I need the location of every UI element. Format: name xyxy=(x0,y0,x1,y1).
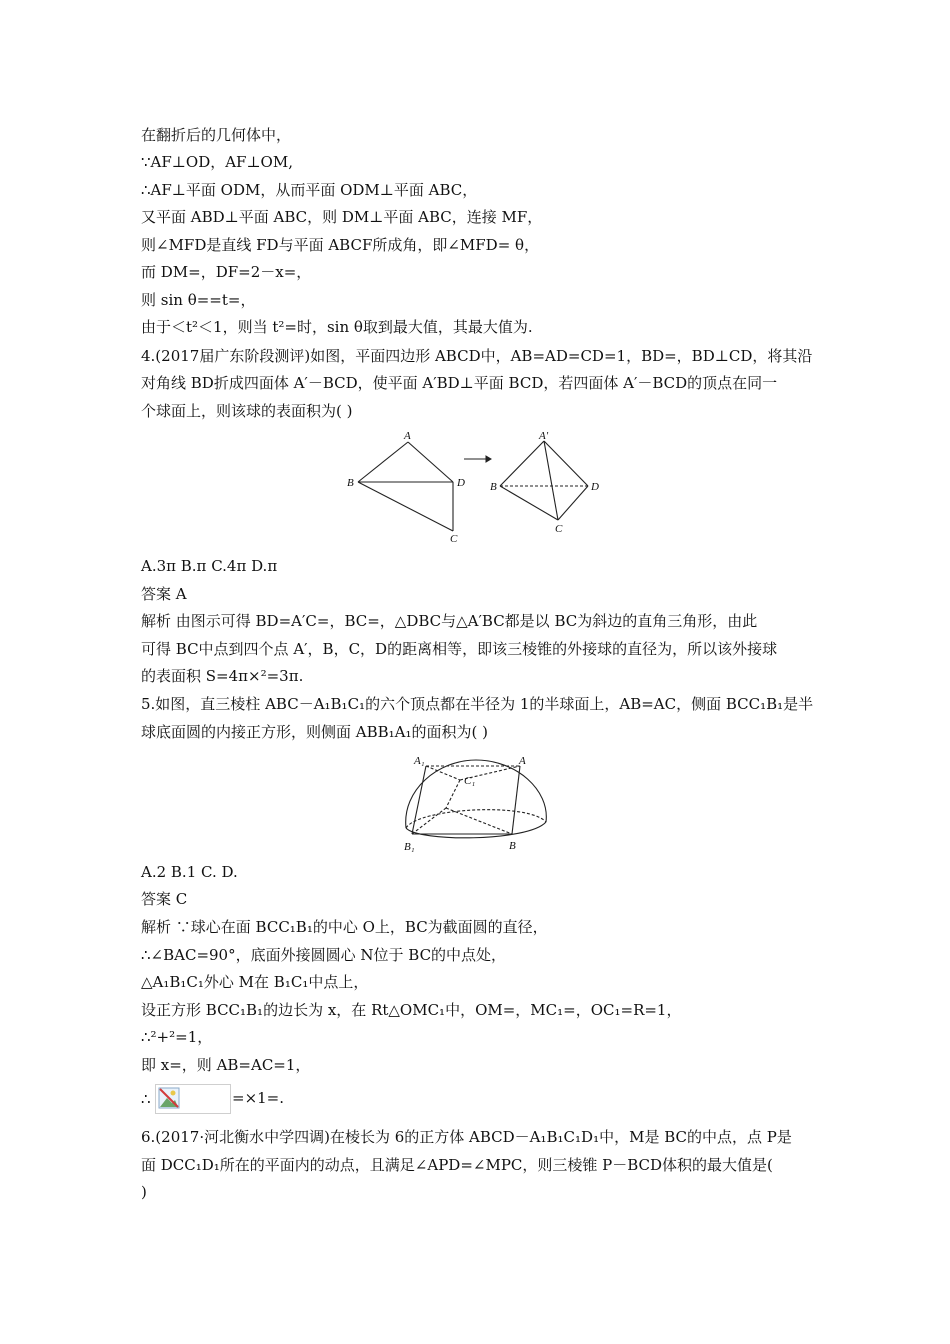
label-C: C xyxy=(450,533,458,545)
formula-result: =×1=. xyxy=(232,1089,285,1107)
figure-hemisphere-prism xyxy=(398,750,554,854)
text-line: 面 DCC₁D₁所在的平面内的动点，且满足∠APD=∠MPC，则三棱锥 P－BCD体积的最大值是( xyxy=(141,1156,773,1174)
label-B: B xyxy=(509,840,516,852)
label-C1: C₁ xyxy=(464,775,476,787)
text-line: 由于＜t²＜1，则当 t²=时，sin θ取到最大值，其最大值为. xyxy=(141,318,533,336)
label-A1: A₁ xyxy=(414,755,425,767)
broken-image xyxy=(155,1084,231,1114)
question-6: 6.(2017·河北衡水中学四调)在棱长为 6的正方体 ABCD－A₁B₁C₁D₁中，M是 BC的中点，点 P是 xyxy=(141,1128,792,1146)
text-line: 而 DM=，DF=2－x=， xyxy=(141,263,312,281)
question-4: 4.(2017届广东阶段测评)如图，平面四边形 ABCD中，AB=AD=CD=1，BD=，BD⊥CD，将其沿 xyxy=(141,347,813,365)
text-line: △A₁B₁C₁外心 M在 B₁C₁中点上， xyxy=(141,973,369,991)
tetrahedron xyxy=(500,441,588,520)
question-5: 5.如图，直三棱柱 ABC－A₁B₁C₁的六个顶点都在半径为 1的半球面上，AB=AC，侧面 BCC₁B₁是半 xyxy=(141,695,814,713)
label-B: B xyxy=(490,481,497,493)
label-D: D xyxy=(591,481,599,493)
text-line: ∴²+²=1， xyxy=(141,1028,213,1046)
hemisphere xyxy=(406,760,547,838)
figure-svg xyxy=(340,428,620,548)
label-B: B xyxy=(347,477,354,489)
answer-line: 答案 A xyxy=(141,585,187,603)
label-B1: B₁ xyxy=(404,841,415,853)
text-line: 球底面圆的内接正方形，则侧面 ABB₁A₁的面积为( ) xyxy=(141,723,488,741)
broken-image-icon xyxy=(158,1087,180,1109)
figure-svg xyxy=(398,750,554,854)
text-line: 即 x=，则 AB=AC=1， xyxy=(141,1056,311,1074)
label-A: A xyxy=(519,755,526,767)
text-line: 个球面上，则该球的表面积为( ) xyxy=(141,402,353,420)
planar-quadrilateral xyxy=(358,442,453,531)
text-line: 设正方形 BCC₁B₁的边长为 x，在 Rt△OMC₁中，OM=，MC₁=，OC₁=R=1， xyxy=(141,1001,682,1019)
text-line: ∴AF⊥平面 ODM，从而平面 ODM⊥平面 ABC， xyxy=(141,181,478,199)
label-A: A xyxy=(404,430,411,442)
text-line: 又平面 ABD⊥平面 ABC，则 DM⊥平面 ABC，连接 MF， xyxy=(141,208,543,226)
arrow-right-icon xyxy=(464,456,491,462)
text-line: 则 sin θ==t=， xyxy=(141,291,256,309)
text-line: 在翻折后的几何体中， xyxy=(141,126,292,144)
answer-options: A.2 B.1 C. D. xyxy=(141,863,238,881)
text-line: 则∠MFD是直线 FD与平面 ABCF所成角，即∠MFD= θ， xyxy=(141,236,540,254)
label-D: D xyxy=(457,477,465,489)
text-line: ) xyxy=(141,1183,147,1201)
text-line: ∴∠BAC=90°，底面外接圆圆心 N位于 BC的中点处， xyxy=(141,946,507,964)
text-line: 可得 BC中点到四个点 A′，B，C，D的距离相等，即该三棱锥的外接球的直径为，所以该外接球 xyxy=(141,640,778,658)
label-C: C xyxy=(555,523,563,535)
analysis-line: 解析 由图示可得 BD=A′C=，BC=，△DBC与△A′BC都是以 BC为斜边的直角三角形，由此 xyxy=(141,612,758,630)
label-A-prime: A′ xyxy=(539,430,549,442)
text-line: ∴ xyxy=(141,1090,151,1108)
analysis-line: 解析 ∵球心在面 BCC₁B₁的中心 O上，BC为截面圆的直径， xyxy=(141,918,548,936)
text-line: 对角线 BD折成四面体 A′－BCD，使平面 A′BD⊥平面 BCD，若四面体 A′－BCD的顶点在同一 xyxy=(141,374,778,392)
answer-options: A.3π B.π C.4π D.π xyxy=(141,557,278,575)
text-line: 的表面积 S=4π×²=3π. xyxy=(141,667,304,685)
text-line: ∵AF⊥OD，AF⊥OM, xyxy=(141,153,293,171)
answer-line: 答案 C xyxy=(141,890,188,908)
figure-folding-quadrilateral xyxy=(340,428,620,548)
